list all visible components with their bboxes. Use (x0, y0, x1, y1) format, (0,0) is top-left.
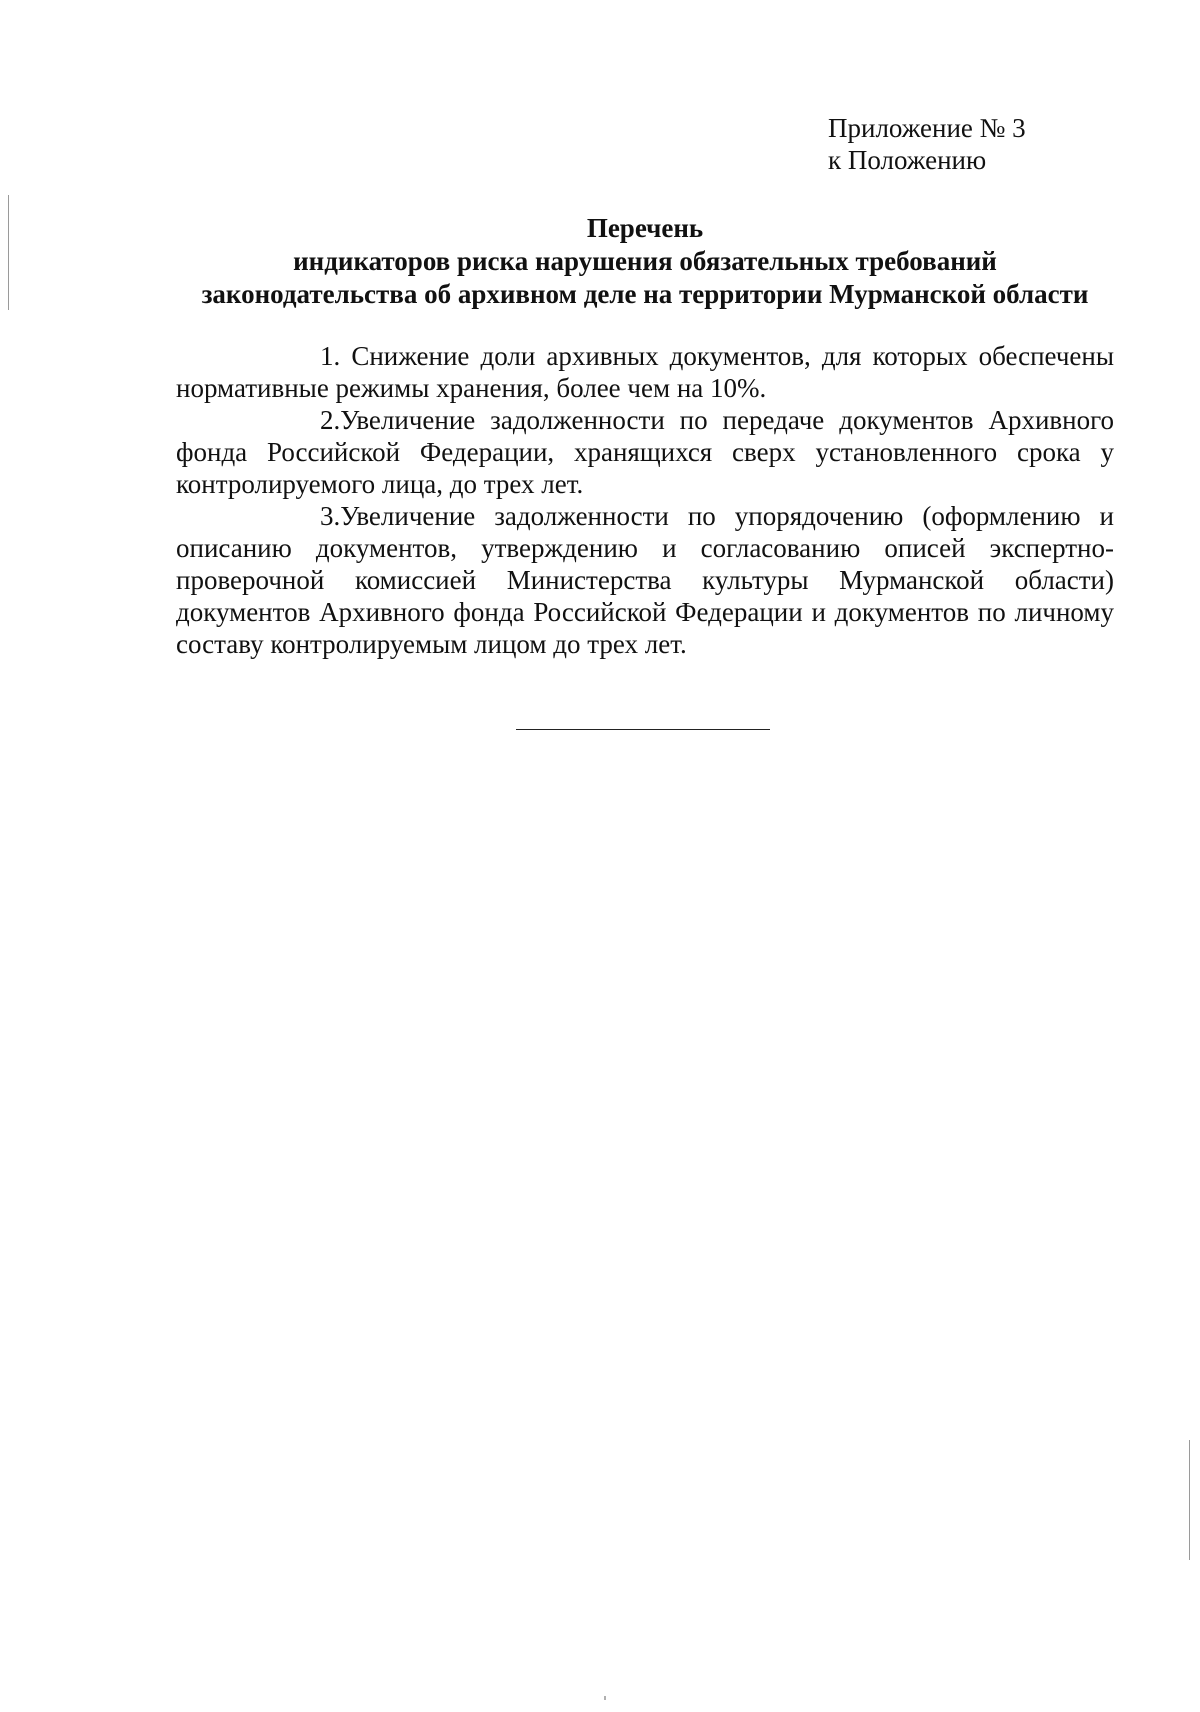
list-item-text: Снижение доли архивных документов, для которых обеспечены нормативные режимы хранения, более чем на 10%. (176, 341, 1115, 403)
scan-dot-mark (604, 1696, 606, 1700)
end-divider-line (516, 729, 770, 730)
list-item-number: 1. (320, 341, 341, 371)
title-line-2: индикаторов риска нарушения обязательных требований (293, 246, 997, 276)
indicator-list (176, 340, 1114, 660)
appendix-number: Приложение № 3 (828, 113, 1026, 143)
list-item-number: 3. (320, 501, 341, 531)
title-line-1: Перечень (586, 213, 704, 243)
scan-edge-mark-left (8, 195, 9, 310)
list-item-number: 2. (320, 405, 341, 435)
list-item (176, 340, 1114, 404)
scan-edge-mark-right (1189, 1440, 1190, 1560)
list-item-text: Увеличение задолженности по упорядочению (оформлению и описанию документов, утверждению и согласованию описей экспертно-проверочной комиссией Министерства культуры Мурманской области) документов Архивного фонда Российской Федерации и документов по личному составу контролируемым лицом до трех лет. (176, 501, 1114, 659)
title-line-3: законодательства об архивном деле на территории Мурманской области (201, 279, 1089, 309)
list-item-text: Увеличение задолженности по передаче документов Архивного фонда Российской Федерации, хранящихся сверх установленного срока у контролируемого лица, до трех лет. (176, 405, 1114, 499)
appendix-to-regulation: к Положению (828, 145, 987, 175)
list-item (176, 500, 1114, 660)
list-item (176, 404, 1114, 500)
document-title (170, 212, 1120, 311)
appendix-reference (828, 112, 1026, 176)
